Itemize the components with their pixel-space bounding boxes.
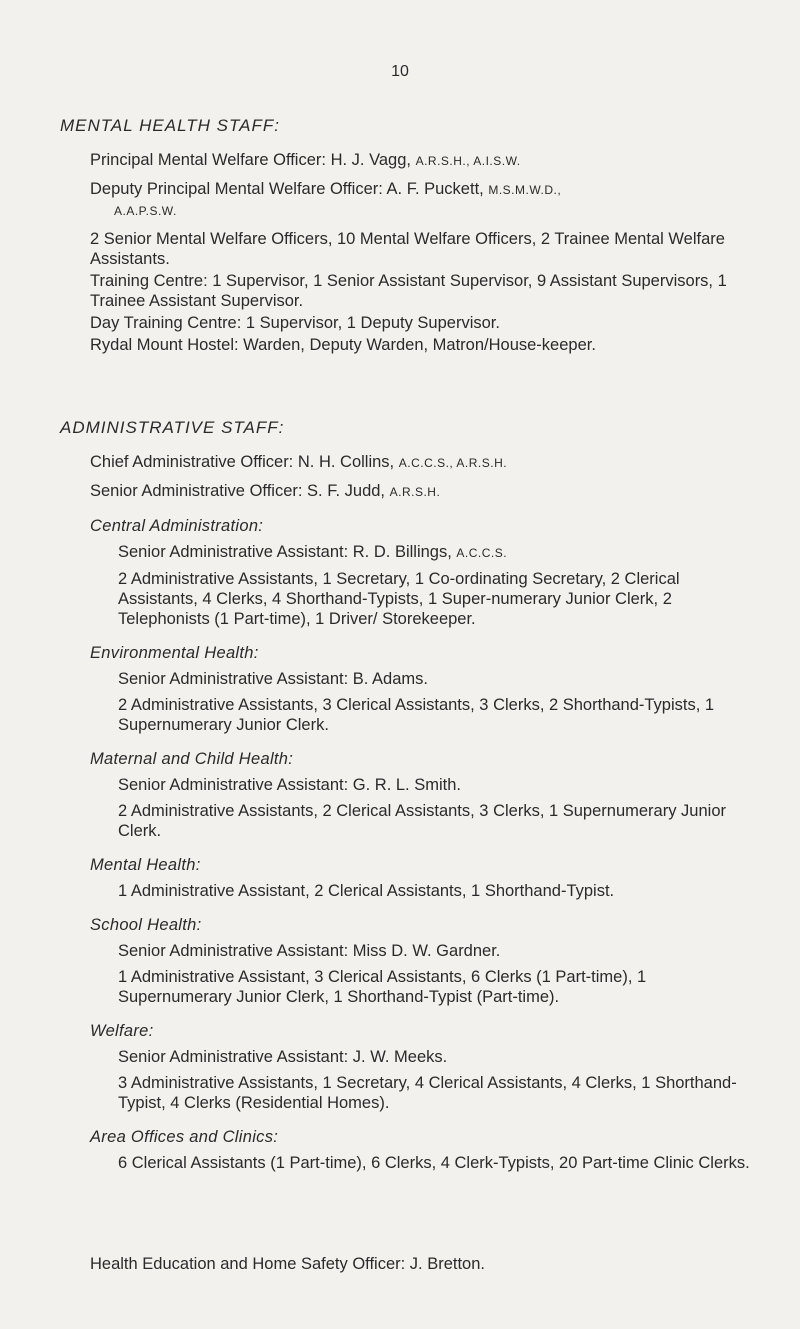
area-offices-staff: 6 Clerical Assistants (1 Part-time), 6 Clerks, 4 Clerk-Typists, 20 Part-time Clinic Clerks.: [118, 1154, 750, 1172]
central-administration-assistant: [118, 542, 750, 563]
school-health-staff: 1 Administrative Assistant, 3 Clerical Assistants, 6 Clerks (1 Part-time), 1 Supernumerary Junior Clerk, 1 Shorthand-Typist (Part-time).: [118, 968, 647, 1006]
maternal-child-health-heading: Maternal and Child Health:: [90, 750, 294, 768]
chief-admin-officer-line: [90, 452, 750, 473]
chief-admin-officer-label: Chief Administrative Officer:: [90, 453, 294, 471]
deputy-officer-name: A. F. Puckett,: [386, 180, 484, 198]
deputy-officer-quals-2: A.A.P.S.W.: [114, 204, 177, 218]
central-administration-assistant-quals: A.C.C.S.: [456, 546, 508, 560]
environmental-health-assistant: Senior Administrative Assistant: B. Adams.: [118, 670, 428, 688]
maternal-child-health-staff: 2 Administrative Assistants, 2 Clerical Assistants, 3 Clerks, 1 Supernumerary Junior Clerk.: [118, 802, 726, 840]
rydal-mount-hostel-line: Rydal Mount Hostel: Warden, Deputy Warden, Matron/House-keeper.: [90, 336, 596, 354]
mental-health-admin-staff: 1 Administrative Assistant, 2 Clerical Assistants, 1 Shorthand-Typist.: [118, 882, 615, 900]
page-number: 10: [391, 63, 409, 80]
senior-admin-officer-name: S. F. Judd,: [307, 482, 386, 500]
health-education-officer-line: Health Education and Home Safety Officer: J. Bretton.: [90, 1255, 485, 1273]
mental-health-section: [60, 116, 750, 357]
school-health-assistant: Senior Administrative Assistant: Miss D. W. Gardner.: [118, 942, 501, 960]
school-health-heading: School Health:: [90, 916, 202, 934]
welfare-assistant: Senior Administrative Assistant: J. W. Meeks.: [118, 1048, 448, 1066]
mental-staff-line: 2 Senior Mental Welfare Officers, 10 Mental Welfare Officers, 2 Trainee Mental Welfare Assistants.: [90, 230, 725, 268]
administrative-section: [60, 418, 750, 1179]
central-administration-heading: Central Administration:: [90, 517, 264, 535]
central-administration-staff: 2 Administrative Assistants, 1 Secretary, 1 Co-ordinating Secretary, 2 Clerical Assistants, 4 Clerks, 4 Shorthand-Typists, 1 Super-numerary Junior Clerk, 2 Telephonists (1 Part-time), 1 Driver/ Storekeeper.: [118, 570, 680, 628]
senior-admin-officer-quals: A.R.S.H.: [389, 485, 441, 499]
principal-officer-line: [90, 150, 750, 171]
senior-admin-officer-line: [90, 481, 750, 502]
principal-officer-label: Principal Mental Welfare Officer:: [90, 151, 326, 169]
chief-admin-officer-quals: A.C.C.S., A.R.S.H.: [398, 456, 508, 470]
environmental-health-staff: 2 Administrative Assistants, 3 Clerical Assistants, 3 Clerks, 2 Shorthand-Typists, 1 Supernumerary Junior Clerk.: [118, 696, 715, 734]
environmental-health-heading: Environmental Health:: [90, 644, 259, 662]
senior-admin-officer-label: Senior Administrative Officer:: [90, 482, 303, 500]
mental-health-heading: MENTAL HEALTH STAFF:: [60, 116, 280, 135]
principal-officer-quals: A.R.S.H., A.I.S.W.: [415, 154, 521, 168]
principal-officer-name: H. J. Vagg,: [330, 151, 411, 169]
central-administration-assistant-text: Senior Administrative Assistant: R. D. Billings,: [118, 543, 452, 561]
deputy-officer-quals-1: M.S.M.W.D.,: [488, 183, 562, 197]
maternal-child-health-assistant: Senior Administrative Assistant: G. R. L. Smith.: [118, 776, 461, 794]
welfare-staff: 3 Administrative Assistants, 1 Secretary, 4 Clerical Assistants, 4 Clerks, 1 Shorthand-Typist, 4 Clerks (Residential Homes).: [118, 1074, 737, 1112]
training-centre-line: Training Centre: 1 Supervisor, 1 Senior Assistant Supervisor, 9 Assistant Supervisors, 1 Trainee Assistant Supervisor.: [90, 272, 727, 310]
deputy-officer-line: [90, 179, 750, 221]
day-training-centre-line: Day Training Centre: 1 Supervisor, 1 Deputy Supervisor.: [90, 314, 500, 332]
area-offices-heading: Area Offices and Clinics:: [90, 1128, 279, 1146]
administrative-heading: ADMINISTRATIVE STAFF:: [60, 418, 285, 437]
mental-health-admin-heading: Mental Health:: [90, 856, 201, 874]
welfare-heading: Welfare:: [90, 1022, 154, 1040]
chief-admin-officer-name: N. H. Collins,: [297, 453, 395, 471]
deputy-officer-label: Deputy Principal Mental Welfare Officer:: [90, 180, 383, 198]
